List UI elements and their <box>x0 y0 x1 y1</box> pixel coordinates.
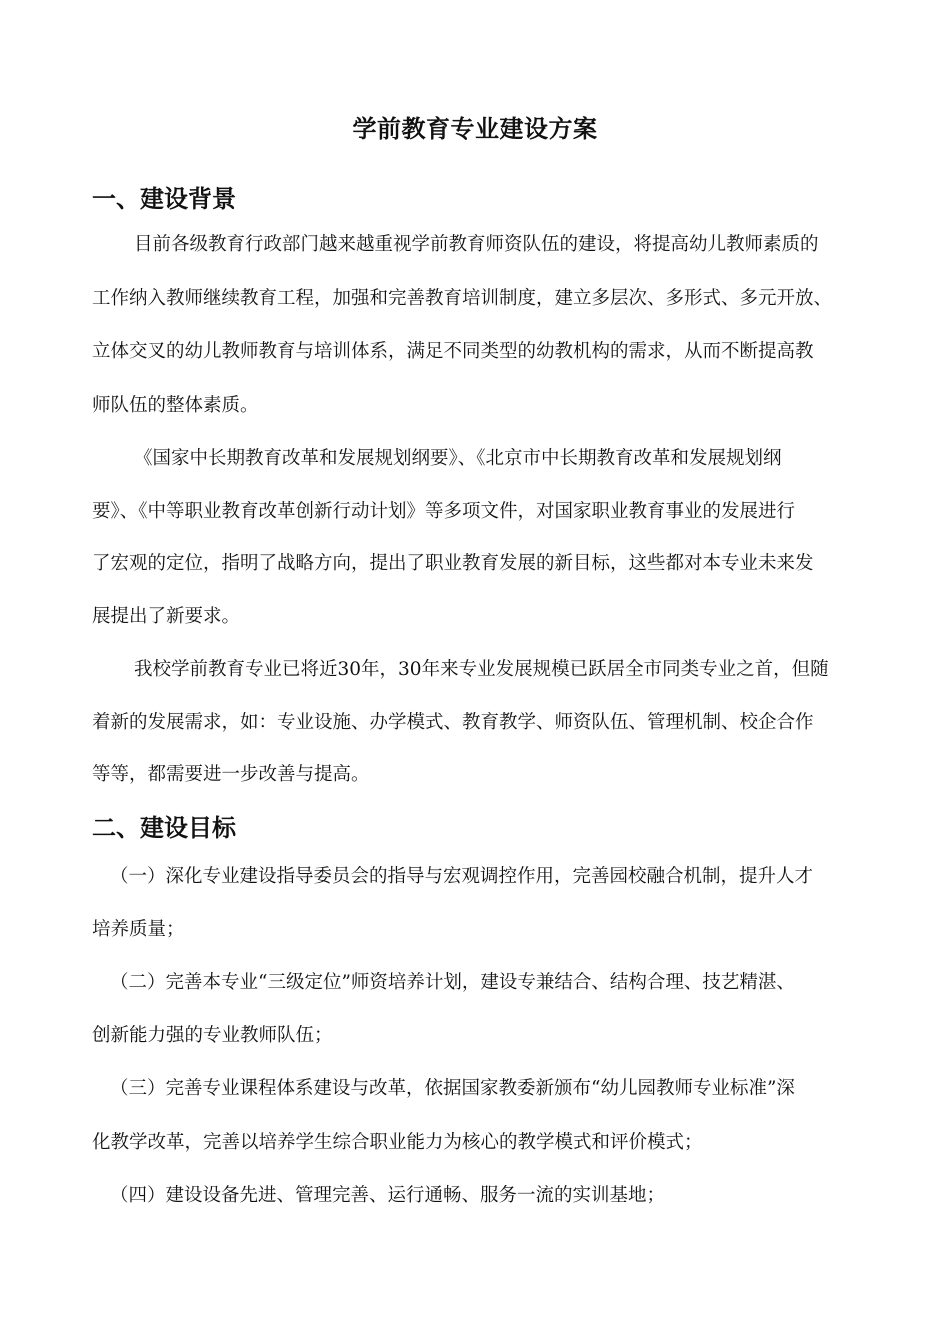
paragraph-line: 目前各级教育行政部门越来越重视学前教育师资队伍的建设，将提高幼儿教师素质的 <box>134 234 819 255</box>
section-heading-background: 一、建设背景 <box>92 185 236 213</box>
paragraph-line: 《国家中长期教育改革和发展规划纲要》、《北京市中长期教育改革和发展规划纲 <box>134 448 782 469</box>
paragraph-line: 了宏观的定位，指明了战略方向，提出了职业教育发展的新目标，这些都对本专业未来发 <box>92 553 814 574</box>
paragraph-line: （四）建设设备先进、管理完善、运行通畅、服务一流的实训基地； <box>110 1185 666 1206</box>
paragraph-line: 化教学改革，完善以培养学生综合职业能力为核心的教学模式和评价模式； <box>92 1132 703 1153</box>
paragraph-line: 培养质量； <box>92 919 185 940</box>
paragraph-line: 创新能力强的专业教师队伍； <box>92 1025 333 1046</box>
paragraph-line: 立体交叉的幼儿教师教育与培训体系，满足不同类型的幼教机构的需求，从而不断提高教 <box>92 341 814 362</box>
paragraph-line: 要》、《中等职业教育改革创新行动计划》等多项文件，对国家职业教育事业的发展进行 <box>92 501 796 522</box>
paragraph-line: 等等，都需要进一步改善与提高。 <box>92 764 370 785</box>
paragraph-line: （三）完善专业课程体系建设与改革，依据国家教委新颁布“幼儿园教师专业标准”深 <box>110 1078 795 1099</box>
paragraph-line: 师队伍的整体素质。 <box>92 395 259 416</box>
section-heading-goals: 二、建设目标 <box>92 814 236 842</box>
document-title: 学前教育专业建设方案 <box>352 115 598 143</box>
paragraph-line: （二）完善本专业“三级定位”师资培养计划，建设专兼结合、结构合理、技艺精湛、 <box>110 972 795 993</box>
paragraph-line: 工作纳入教师继续教育工程，加强和完善教育培训制度，建立多层次、多形式、多元开放、 <box>92 288 833 309</box>
paragraph-line: （一）深化专业建设指导委员会的指导与宏观调控作用，完善园校融合机制，提升人才 <box>110 866 814 887</box>
paragraph-line: 我校学前教育专业已将近30年，30年来专业发展规模已跃居全市同类专业之首，但随 <box>134 659 829 680</box>
paragraph-line: 着新的发展需求，如：专业设施、办学模式、教育教学、师资队伍、管理机制、校企合作 <box>92 712 814 733</box>
paragraph-line: 展提出了新要求。 <box>92 606 241 627</box>
